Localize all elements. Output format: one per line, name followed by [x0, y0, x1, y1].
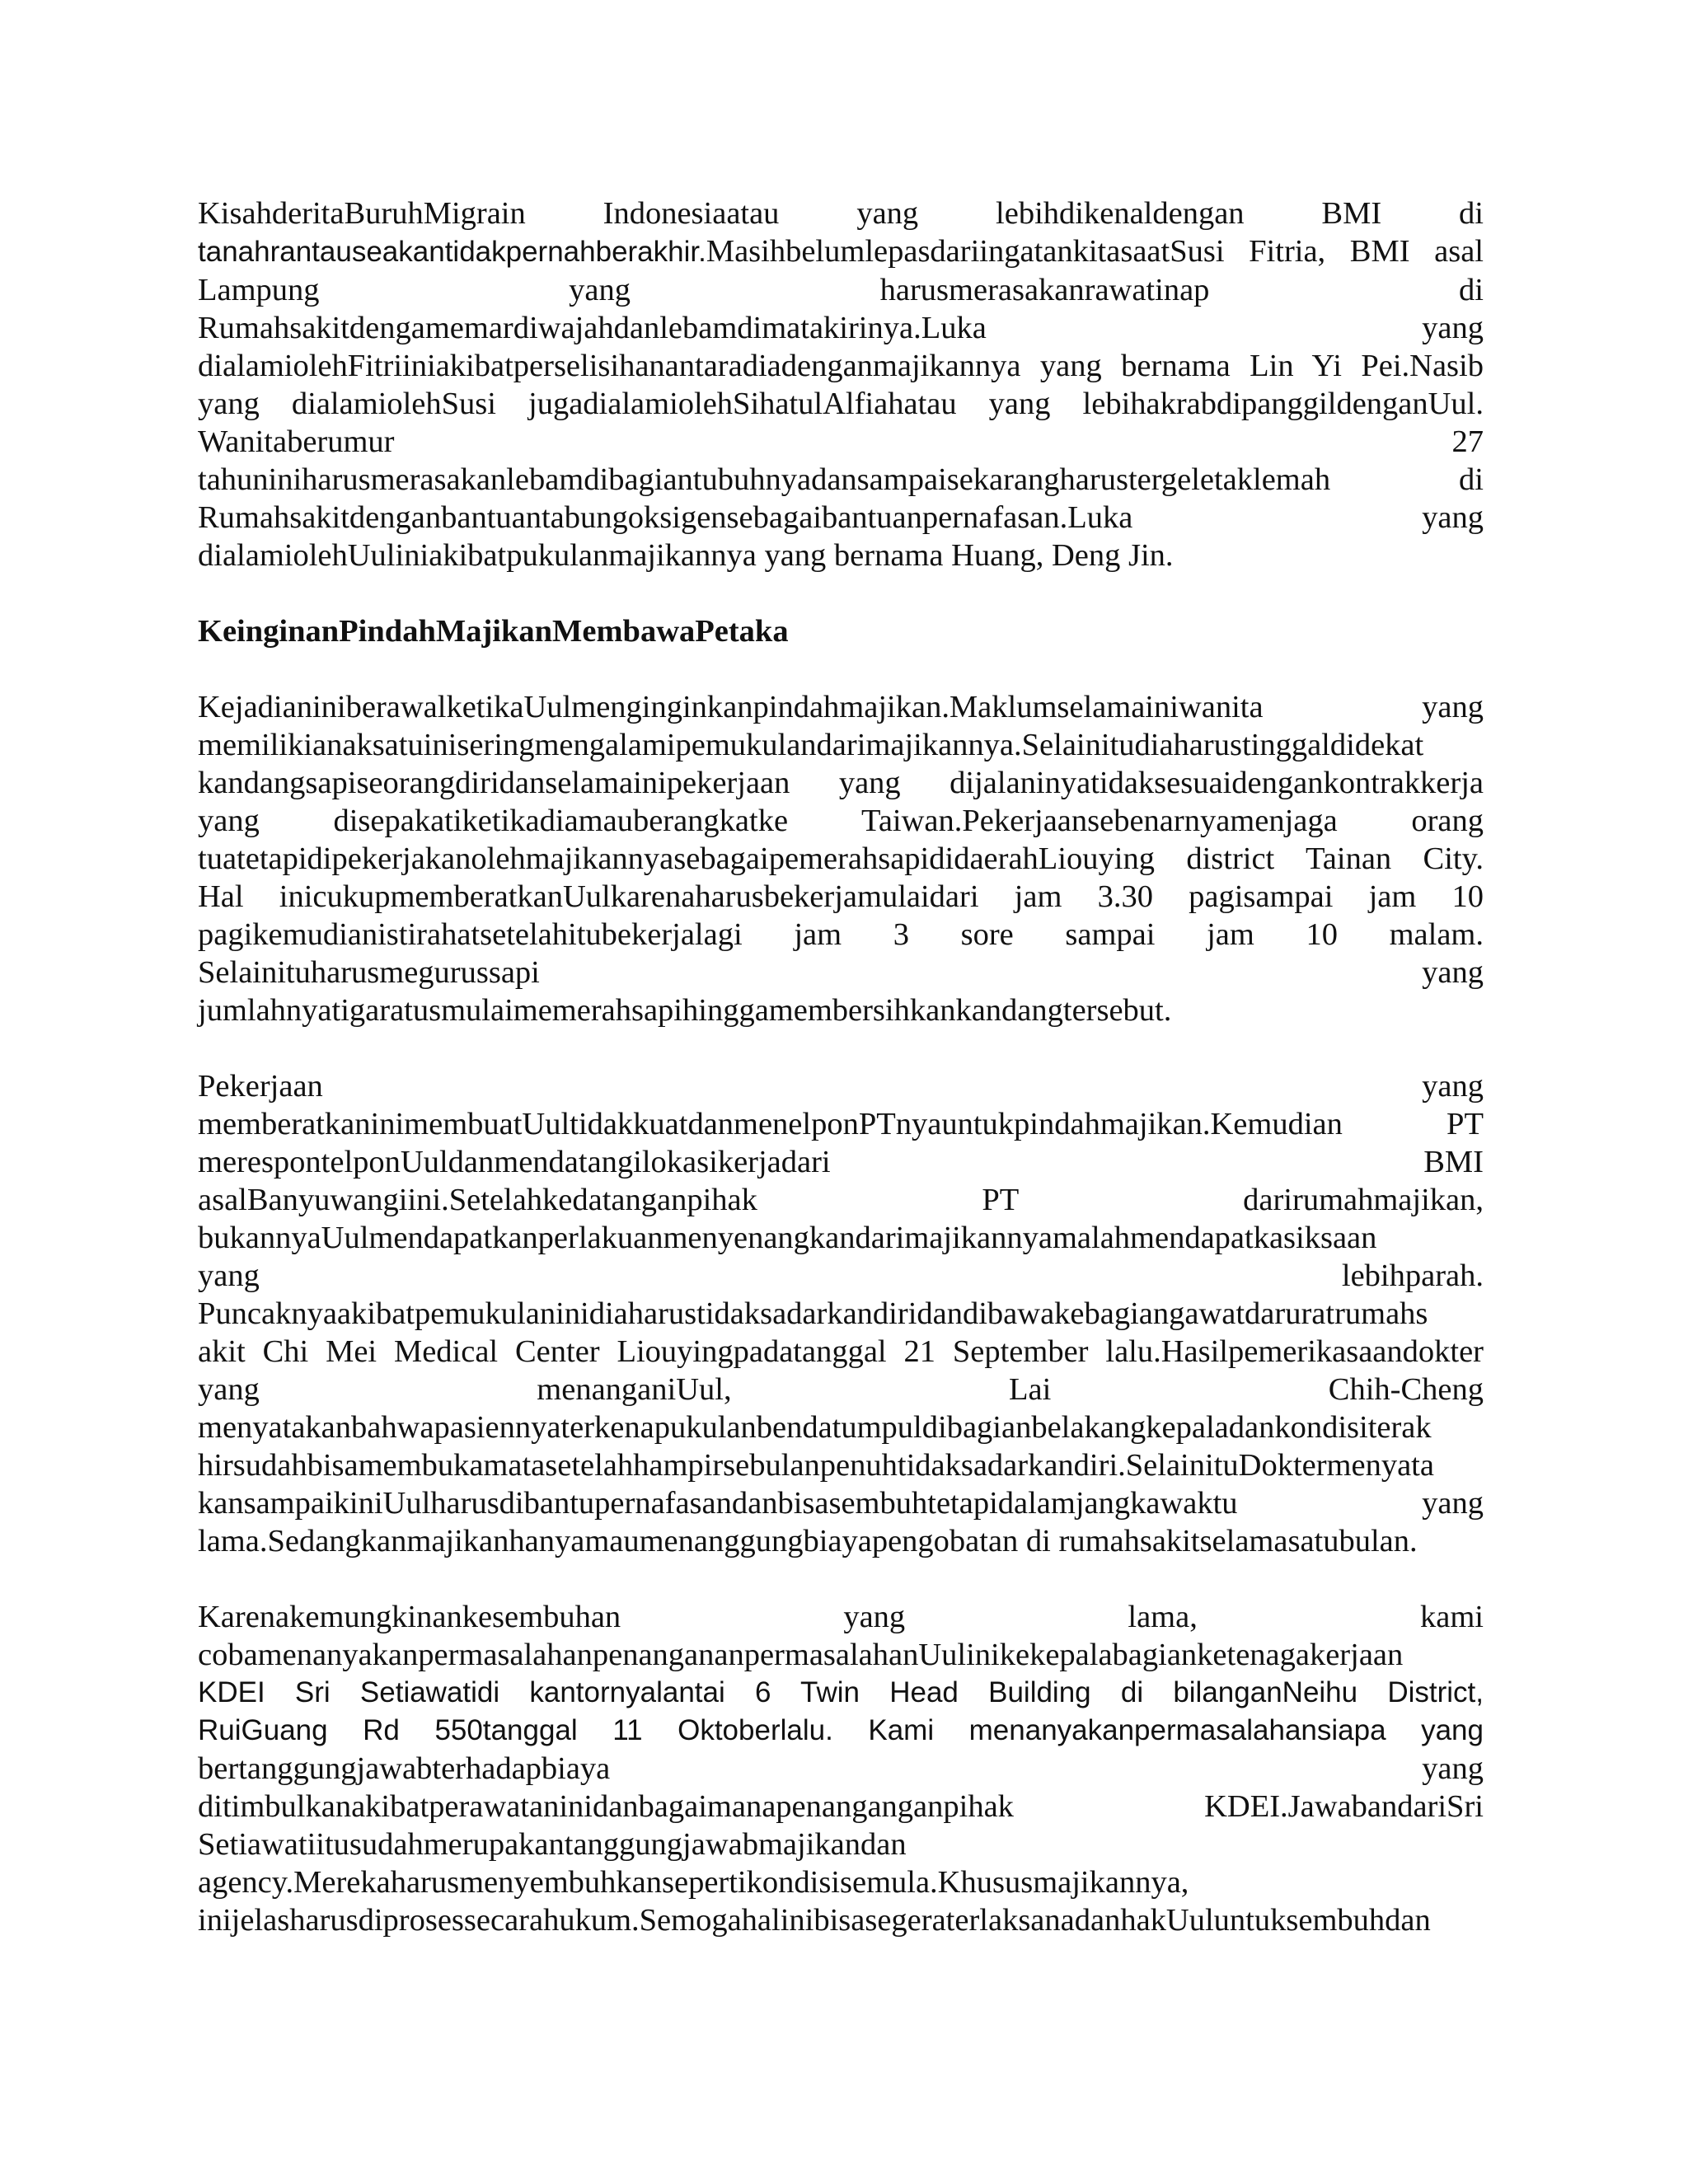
paragraph-line: KDEI Sri Setiawatidi kantornyalantai 6 Twin Head Building di bilanganNeihu District,	[198, 1676, 1484, 1708]
paragraph-line: RuiGuang Rd 550tanggal 11 Oktoberlalu. Kami menanyakanpermasalahansiapa yang	[198, 1714, 1484, 1746]
paragraph-line: yang lebihparah.	[198, 1258, 1484, 1293]
paragraph-line-segment: MasihbelumlepasdariingatankitasaatSusi Fitria, BMI asal	[706, 234, 1484, 269]
paragraph-spacer	[198, 650, 1484, 688]
paragraph-4	[198, 1598, 1484, 1939]
paragraph-line: bertanggungjawabterhadapbiaya yang	[198, 1751, 1484, 1786]
paragraph-line: KisahderitaBuruhMigrain Indonesiaatau yang lebihdikenaldengan BMI di	[198, 196, 1484, 231]
paragraph-line	[198, 1901, 1484, 1939]
paragraph-line: cobamenanyakanpermasalahanpenangananpermasalahanUulinikekepalabagianketenagakerjaan	[198, 1638, 1404, 1672]
paragraph-line: yang disepakatiketikadiamauberangkatke Taiwan.Pekerjaansebenarnyamenjaga orang	[198, 804, 1484, 838]
paragraph-line: pagikemudianistirahatsetelahitubekerjalagi jam 3 sore sampai jam 10 malam.	[198, 917, 1484, 952]
paragraph-line: asalBanyuwangiini.Setelahkedatanganpihak PT darirumahmajikan,	[198, 1183, 1484, 1217]
paragraph-line: Lampung yang harusmerasakanrawatinap di	[198, 273, 1484, 307]
paragraph-line: Puncaknyaakibatpemukulaninidiaharustidaksadarkandiridandibawakebagiangawatdaruratrumahs	[198, 1296, 1428, 1331]
paragraph-spacer	[198, 1560, 1484, 1598]
paragraph-line: kansampaikiniUulharusdibantupernafasandanbisasembuhtetapidalamjangkawaktu yang	[198, 1486, 1484, 1521]
paragraph-line: Setiawatiitusudahmerupakantanggungjawabmajikandan	[198, 1827, 907, 1862]
section-heading: KeinginanPindahMajikanMembawaPetaka	[198, 614, 789, 649]
paragraph-line: memberatkaninimembuatUultidakkuatdanmenelponPTnyauntukpindahmajikan.Kemudian PT	[198, 1107, 1484, 1141]
paragraph-line: Rumahsakitdenganbantuantabungoksigensebagaibantuanpernafasan.Luka yang	[198, 500, 1484, 535]
paragraph-spacer	[198, 574, 1484, 612]
paragraph-line: bukannyaUulmendapatkanperlakuanmenyenangkandarimajikannyamalahmendapatkasiksaan	[198, 1221, 1377, 1255]
paragraph-line: hirsudahbisamembukamatasetelahhampirsebulanpenuhtidaksadarkandiri.SelainituDoktermenyata	[198, 1448, 1434, 1483]
paragraph-line: Karenakemungkinankesembuhan yang lama, kami	[198, 1600, 1484, 1634]
paragraph-line: Hal inicukupmemberatkanUulkarenaharusbekerjamulaidari jam 3.30 pagisampai jam 10	[198, 879, 1484, 914]
paragraph-line	[198, 232, 1484, 271]
paragraph-line: agency.Merekaharusmenyembuhkansepertikondisisemula.Khususmajikannya,	[198, 1865, 1189, 1900]
paragraph-line: menyatakanbahwapasiennyaterkenapukulanbendatumpuldibagianbelakangkepaladankondisiterak	[198, 1410, 1432, 1445]
paragraph-line: merespontelponUuldanmendatangilokasikerjadari BMI	[198, 1145, 1484, 1179]
paragraph-line: memilikianaksatuiniseringmengalamipemukulandarimajikannya.Selainitudiaharustinggaldidekat	[198, 728, 1424, 762]
paragraph-line: Rumahsakitdengamemardiwajahdanlebamdimatakirinya.Luka yang	[198, 311, 1484, 345]
paragraph-line: lama.Sedangkanmajikanhanyamaumenanggungbiayapengobatan di rumahsakitselamasatubulan.	[198, 1524, 1418, 1558]
paragraph-line: jumlahnyatigaratusmulaimemerahsapihinggamembersihkankandangtersebut.	[198, 993, 1172, 1028]
paragraph-line: Selainituharusmegurussapi yang	[198, 955, 1484, 990]
paragraph-line-segment: tanahrantauseakantidakpernahberakhir.	[198, 236, 706, 268]
paragraph-line-segment: Uuluntuksembuhdan	[1165, 1903, 1431, 1938]
paragraph-line: dialamiolehUuliniakibatpukulanmajikannya yang bernama Huang, Deng Jin.	[198, 538, 1174, 573]
paragraph-line-segment: inijelasharusdiprosessecarahukum.Semogahalinibisasegeraterlaksanadanhak	[198, 1903, 1166, 1938]
paragraph-line: yang menanganiUul, Lai Chih-Cheng	[198, 1372, 1484, 1407]
document-page	[198, 194, 1484, 1939]
paragraph-line: Wanitaberumur 27	[198, 424, 1484, 459]
paragraph-1	[198, 194, 1484, 574]
paragraph-3	[198, 1067, 1484, 1560]
paragraph-line: ditimbulkanakibatperawataninidanbagaimanapenanganganpihak KDEI.JawabandariSri	[198, 1789, 1484, 1824]
paragraph-2	[198, 688, 1484, 1029]
paragraph-line: kandangsapiseorangdiridanselamainipekerjaan yang dijalaninyatidaksesuaidengankontrakkerja	[198, 766, 1484, 800]
paragraph-line: tahuniniharusmerasakanlebamdibagiantubuhnyadansampaisekarangharustergeletaklemah di	[198, 462, 1484, 497]
paragraph-line: tuatetapidipekerjakanolehmajikannyasebagaipemerahsapididaerahLiouying district Tainan City.	[198, 841, 1484, 876]
paragraph-line: dialamiolehFitriiniakibatperselisihanantaradiadenganmajikannya yang bernama Lin Yi Pei.Nasib	[198, 349, 1484, 383]
paragraph-line: akit Chi Mei Medical Center Liouyingpadatanggal 21 September lalu.Hasilpemerikasaandokter	[198, 1334, 1484, 1369]
paragraph-line: KejadianiniberawalketikaUulmenginginkanpindahmajikan.Maklumselamainiwanita yang	[198, 690, 1484, 724]
paragraph-line: yang dialamiolehSusi jugadialamiolehSihatulAlfiahatau yang lebihakrabdipanggildenganUul.	[198, 387, 1484, 421]
paragraph-spacer	[198, 1029, 1484, 1067]
paragraph-line: Pekerjaan yang	[198, 1069, 1484, 1104]
